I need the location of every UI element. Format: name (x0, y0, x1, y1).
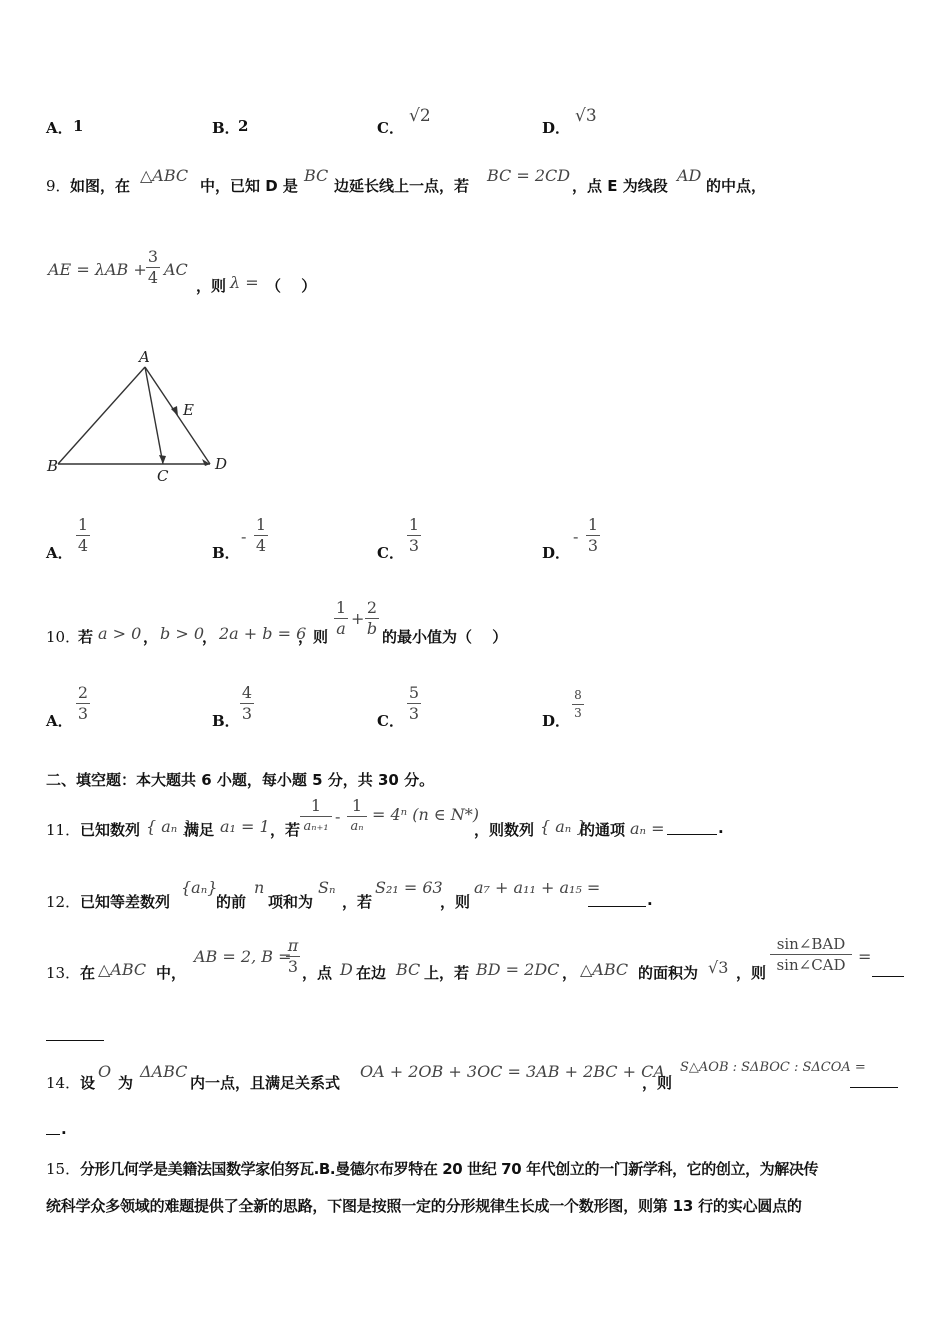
q12-math: n (254, 878, 265, 897)
arrow-c (159, 455, 166, 464)
numerator: 2 (77, 683, 89, 702)
q9-fraction-denominator: 4 (147, 268, 159, 287)
q11-fraction-2 (347, 797, 367, 836)
q9-text: 边延长线上一点，若 (334, 177, 470, 195)
q10-math: 2a + b = 6 (219, 624, 307, 643)
fraction-bar (347, 816, 367, 817)
q9-option-c-label: C． (377, 544, 404, 562)
numerator: π (287, 936, 299, 955)
q12-answer-blank[interactable] (588, 889, 646, 907)
q14-answer-blank[interactable] (850, 1070, 898, 1088)
q13-math: BD = 2DC (476, 960, 560, 979)
q12-math: Sₙ (318, 878, 336, 897)
q13-math: BC (396, 960, 421, 979)
q9-equation-fraction (146, 248, 160, 287)
denominator: 3 (587, 536, 599, 555)
q9-text: 中，已知 D 是 (200, 177, 298, 195)
q10-fraction-2 (365, 599, 379, 638)
q10-option-d-fraction (572, 688, 584, 721)
q8-option-d-label: D． (542, 119, 571, 137)
q13-text: 的面积为 (638, 964, 699, 982)
q11-text: ，若 (270, 821, 301, 839)
q9-option-b-fraction (254, 516, 268, 555)
q11-answer-blank[interactable] (667, 817, 717, 835)
q9-math: BC (304, 166, 329, 185)
q9-triangle-figure (45, 345, 245, 485)
q13-math: △ABC (98, 960, 147, 979)
denominator: 3 (241, 704, 253, 723)
section-2-title: 二、填空题：本大题共 6 小题，每小题 5 分，共 30 分。 (46, 771, 435, 789)
q12-text: ，则 (440, 893, 471, 911)
numerator: 1 (310, 796, 322, 815)
q11-text: 已知数列 (80, 821, 141, 839)
q11-minus: - (335, 807, 341, 826)
q10-option-b-fraction (240, 684, 254, 723)
q10-math: b > 0 (160, 624, 204, 643)
numerator: 5 (408, 683, 420, 702)
q11-math: { aₙ } (146, 817, 193, 836)
q10-text: 的最小值为（ ） (382, 628, 508, 646)
q10-option-c-label: C． (377, 712, 404, 730)
q11-math: = 4ⁿ (n ∈ N*) (372, 805, 480, 824)
q13-answer-blank-continued[interactable] (46, 1024, 104, 1041)
q11-number: 11． (46, 821, 81, 839)
q10-plus: + (351, 609, 365, 628)
q14-period: . (61, 1120, 67, 1138)
q13-math: D (340, 960, 353, 979)
q12-period: . (647, 891, 653, 909)
q10-comma: ， (202, 628, 218, 646)
q13-text: 中， (156, 964, 187, 982)
denominator: b (366, 619, 378, 638)
q13-fraction-pi (286, 937, 300, 976)
q10-text: ，则 (298, 628, 329, 646)
q12-text: 的前 (216, 893, 247, 911)
q11-fraction-1 (300, 797, 332, 836)
numerator: 1 (408, 515, 420, 534)
q10-option-a-fraction (76, 684, 90, 723)
label-b: B (47, 457, 59, 475)
q14-text: 为 (118, 1074, 134, 1092)
q14-math: ΔABC (140, 1062, 188, 1081)
q8-option-a-label: A． (46, 119, 73, 137)
q11-math: aₙ = (630, 819, 665, 838)
denominator: 4 (77, 536, 89, 555)
q13-fraction-sin (770, 935, 852, 974)
q9-text: 如图，在 (70, 177, 131, 195)
label-c: C (157, 467, 169, 485)
q13-answer-blank[interactable] (872, 960, 904, 977)
q8-option-a-value: 1 (73, 117, 84, 135)
q14-math: S△AOB : SΔBOC : SΔCOA = (680, 1060, 866, 1075)
q8-option-d-value: √3 (575, 106, 597, 126)
numerator: 1 (255, 515, 267, 534)
q10-number: 10． (46, 628, 81, 646)
q14-answer-blank-continued[interactable] (46, 1118, 60, 1135)
denominator: 3 (77, 704, 89, 723)
q9-math: BC = 2CD (487, 166, 571, 185)
q9-option-a-label: A． (46, 544, 73, 562)
q9-option-c-fraction (407, 516, 421, 555)
q9-option-d-sign: - (573, 527, 579, 546)
q9-bracket: （ ） (266, 277, 317, 295)
denominator: 3 (408, 704, 420, 723)
q13-text: ，则 (736, 964, 767, 982)
numerator: sin∠BAD (776, 935, 846, 953)
q14-math: OA + 2OB + 3OC = 3AB + 2BC + CA (360, 1062, 665, 1081)
line-ab (58, 367, 145, 464)
q14-number: 14． (46, 1074, 81, 1092)
q10-option-b-label: B． (212, 712, 240, 730)
denominator: 3 (408, 536, 420, 555)
numerator: 1 (351, 796, 363, 815)
q14-text: 设 (80, 1074, 96, 1092)
q12-text: 已知等差数列 (80, 893, 171, 911)
q14-text: 内一点，且满足关系式 (190, 1074, 341, 1092)
fraction-bar (300, 816, 332, 817)
q14-math: O (98, 1062, 112, 1081)
q9-option-b-sign: - (241, 527, 247, 546)
q13-math: √3 (708, 958, 729, 977)
q13-comma: ， (562, 964, 578, 982)
q9-number: 9． (46, 177, 71, 195)
label-a: A (139, 348, 150, 366)
q12-math: a₇ + a₁₁ + a₁₅ = (474, 878, 601, 897)
q15-line-1: 分形几何学是美籍法国数学家伯努瓦.B.曼德尔布罗特在 20 世纪 70 年代创立的一门新学科，它的创立，为解决传 (80, 1160, 819, 1178)
q14-text: ，则 (642, 1074, 673, 1092)
q11-text: ，则数列 (474, 821, 535, 839)
q8-option-b-value: 2 (238, 117, 249, 135)
q11-math: { aₙ } (540, 817, 587, 836)
fraction-bar (572, 704, 584, 705)
q12-math: {aₙ} (181, 878, 218, 897)
q13-number: 13． (46, 964, 81, 982)
q8-option-c-value: √2 (409, 106, 431, 126)
denominator: 3 (574, 706, 582, 720)
q15-line-2: 统科学众多领域的难题提供了全新的思路，下图是按照一定的分形规律生长成一个数形图，则第 13 行的实心圆点的 (46, 1197, 802, 1215)
q9-text: ，则 (196, 277, 227, 295)
q9-math: AD (677, 166, 702, 185)
q13-math: △ABC (580, 960, 629, 979)
denominator: a (336, 619, 346, 638)
numerator: 1 (77, 515, 89, 534)
q12-number: 12． (46, 893, 81, 911)
denominator: 3 (287, 957, 299, 976)
q9-text: ，点 E 为线段 (572, 177, 668, 195)
q9-option-b-label: B． (212, 544, 240, 562)
denominator: sin∠CAD (776, 956, 846, 974)
numerator: 8 (574, 688, 582, 702)
denominator: aₙ₊₁ (303, 819, 329, 834)
q9-math: △ABC (140, 166, 189, 185)
label-d: D (215, 455, 228, 473)
denominator: aₙ (350, 819, 364, 834)
q8-option-b-label: B． (212, 119, 240, 137)
q13-equals: = (858, 947, 872, 966)
q10-option-a-label: A． (46, 712, 73, 730)
q9-equation-right: AC (164, 260, 188, 279)
q9-fraction-numerator: 3 (147, 247, 159, 266)
q15-number: 15． (46, 1160, 81, 1178)
q13-math: AB = 2, B = (194, 947, 292, 966)
numerator: 1 (335, 598, 347, 617)
numerator: 2 (366, 598, 378, 617)
q10-fraction-1 (334, 599, 348, 638)
q13-text: ，点 (302, 964, 333, 982)
q9-lambda: λ = (230, 273, 259, 292)
q9-text: 的中点， (706, 177, 767, 195)
numerator: 4 (241, 683, 253, 702)
q11-text: 的通项 (580, 821, 626, 839)
q10-comma: ， (143, 628, 159, 646)
fraction-bar (770, 954, 852, 955)
q10-option-d-label: D． (542, 712, 571, 730)
q12-math: S₂₁ = 63 (375, 878, 443, 897)
denominator: 4 (255, 536, 267, 555)
q10-option-c-fraction (407, 684, 421, 723)
q9-option-a-fraction (76, 516, 90, 555)
q9-equation-left: AE = λAB + (48, 260, 147, 279)
q11-period: . (718, 819, 724, 837)
q9-option-d-fraction (586, 516, 600, 555)
q11-text: 满足 (184, 821, 215, 839)
q13-text: 上，若 (424, 964, 470, 982)
label-e: E (183, 401, 194, 419)
q12-text: ，若 (342, 893, 373, 911)
q13-text: 在 (80, 964, 96, 982)
q11-math: a₁ = 1 (220, 817, 270, 836)
q10-math: a > 0 (98, 624, 142, 643)
q10-text: 若 (78, 628, 94, 646)
q9-option-d-label: D． (542, 544, 571, 562)
q12-text: 项和为 (268, 893, 314, 911)
numerator: 1 (587, 515, 599, 534)
q8-option-c-label: C． (377, 119, 404, 137)
q13-text: 在边 (356, 964, 387, 982)
